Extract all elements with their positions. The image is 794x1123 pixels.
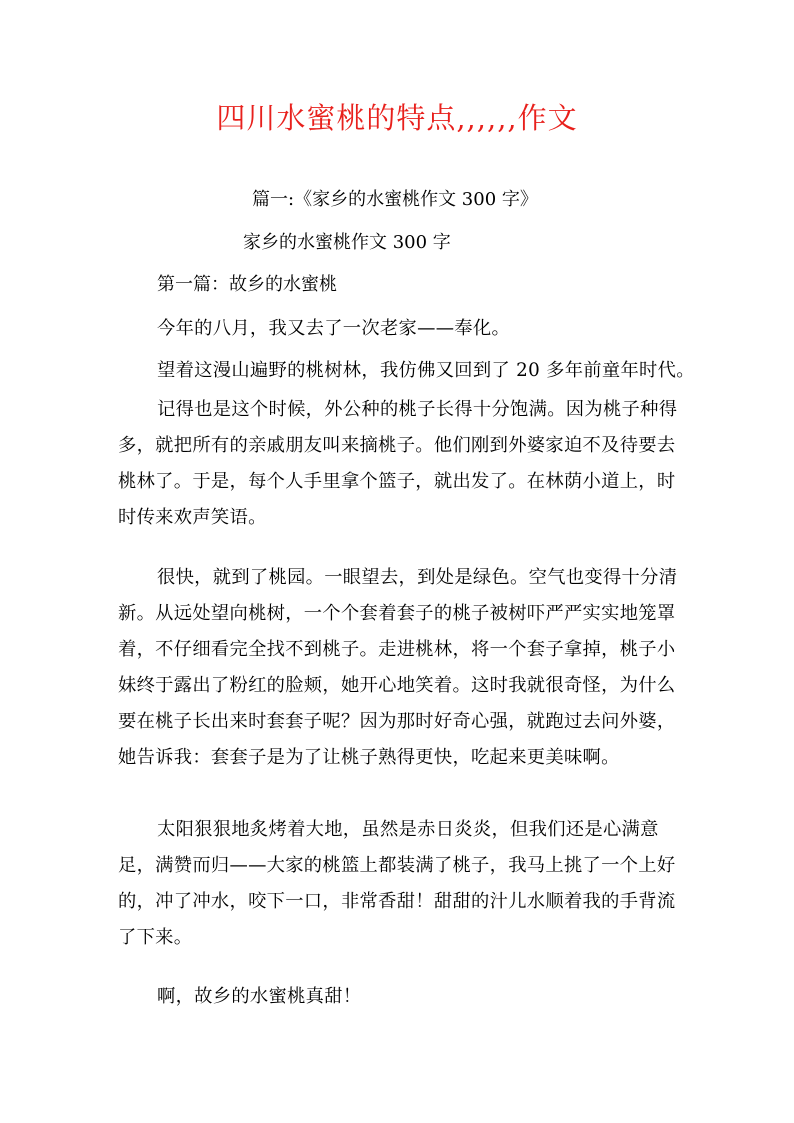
chapter-heading: 第一篇：故乡的水蜜桃 <box>157 274 337 295</box>
paragraph-3: 记得也是这个时候，外公种的桃子长得十分饱满。因为桃子种得多，就把所有的亲戚朋友叫来摘桃子。他们刚到外婆家迫不及待要去桃林了。于是，每个人手里拿个篮子，就出发了。在林荫小道上，时时传来欢声笑语。 <box>118 399 678 528</box>
paragraph-2: 望着这漫山遍野的桃树林，我仿佛又回到了 20 多年前童年时代。 <box>157 360 695 381</box>
essay-title: 家乡的水蜜桃作文 300 字 <box>243 232 451 253</box>
section-heading: 篇一:《家乡的水蜜桃作文 300 字》 <box>252 189 538 210</box>
document-title: 四川水蜜桃的特点,,,,,,作文 <box>216 101 578 135</box>
paragraph-6: 啊，故乡的水蜜桃真甜！ <box>157 986 362 1007</box>
paragraph-4: 很快，就到了桃园。一眼望去，到处是绿色。空气也变得十分清新。从远处望向桃树，一个个套着套子的桃子被树吓严严实实地笼罩着，不仔细看完全找不到桃子。走进桃林，将一个套子拿掉，桃子小妹终于露出了粉红的脸颊，她开心地笑着。这时我就很奇怪，为什么要在桃子长出来时套套子呢？因为那时好奇心强，就跑过去问外婆，她告诉我：套套子是为了让桃子熟得更快，吃起来更美味啊。 <box>118 567 678 768</box>
paragraph-5: 太阳狠狠地炙烤着大地，虽然是赤日炎炎，但我们还是心满意足，满赞而归——大家的桃篮上都装满了桃子，我马上挑了一个上好的，冲了冲水，咬下一口，非常香甜！甜甜的汁儿水顺着我的手背流了下来。 <box>118 819 676 948</box>
paragraph-1: 今年的八月，我又去了一次老家——奉化。 <box>157 318 511 339</box>
